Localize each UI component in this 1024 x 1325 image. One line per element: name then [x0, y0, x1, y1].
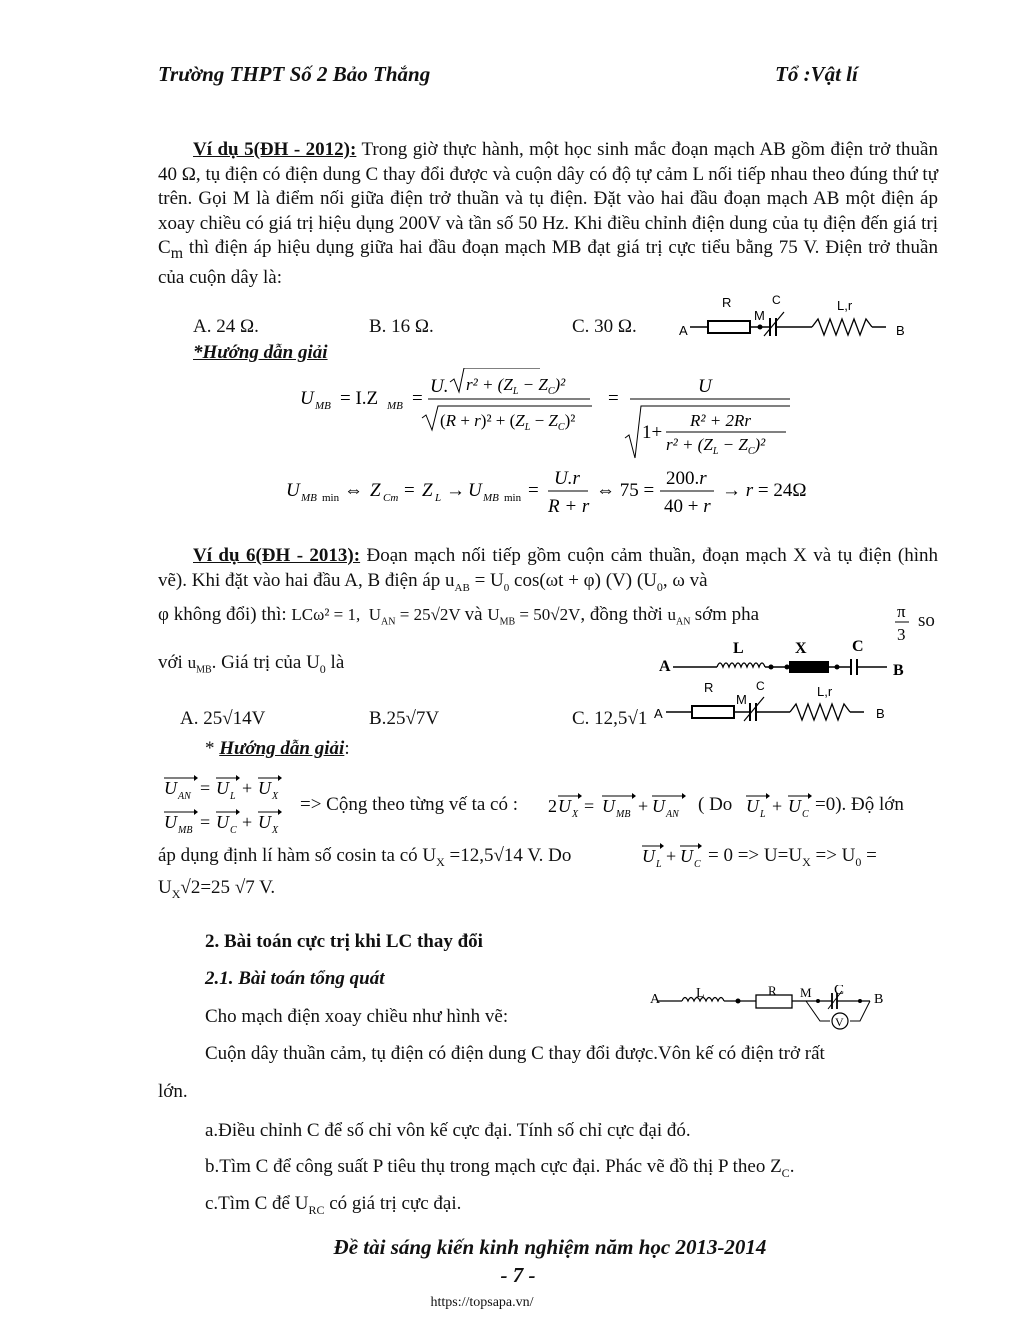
svg-text:MB: MB: [387, 400, 403, 412]
svg-text:A: A: [659, 658, 671, 675]
svg-text:=: =: [200, 812, 211, 832]
svg-text:AN: AN: [178, 791, 191, 802]
svg-text:U.: U.: [430, 376, 449, 397]
circuit-diagram-ex6: [655, 637, 915, 679]
svg-text:L: L: [696, 986, 705, 1001]
section-2-p2: Cuộn dây thuần cảm, tụ điện có điện dung C thay đổi được.Vôn kế có điện trở rất: [205, 1043, 825, 1064]
svg-text:U: U: [164, 812, 177, 832]
vector-sum-ul-uc: [742, 786, 818, 822]
example-6-text: Ví dụ 6(ĐH - 2013): Đoạn mạch nối tiếp gồm cuộn cảm thuần, đoạn mạch X và tụ điện (hình vẽ). Khi đặt vào hai đầu A, B điện áp $u_{AB} = U_0$ cos(ωt + φ) (V) ($U_0$, ω và: [158, 545, 939, 594]
svg-text:r² + (ZL − ZC)²: $r^2 + (Z_L - Z_C)^2$: [466, 375, 566, 397]
footer-title: Đề tài sáng kiến kinh nghiệm năm học 2013-2014: [333, 1235, 767, 1259]
resistor-r: [708, 321, 750, 333]
example-6-line3: với $u_{MB}$. Giá trị của $U_0$ là: [158, 652, 345, 676]
svg-text:r² + (ZL − ZC)²: $r^2 + (Z_L - Z_C)^2$: [666, 435, 766, 457]
footer-url[interactable]: https://topsapa.vn/: [430, 1295, 534, 1310]
svg-text:1+: 1+: [642, 422, 663, 443]
svg-text:MB: MB: [616, 809, 631, 820]
svg-text:=: =: [584, 796, 595, 816]
svg-text:L,r: L,r: [837, 298, 853, 313]
example-5-text: Ví dụ 5(ĐH - 2012): Trong giờ thực hành, một học sinh mắc đoạn mạch AB gồm điện trở thuần 40 Ω, tụ điện có điện dung C thay đổi được và cuộn dây có độ tự cảm L nối tiếp nhau theo đúng thứ tự trên. Gọi M là điểm nối giữa điện trở thuần và tụ điện. Đặt vào hai đầu đoạn mạch AB một điện áp xoay chiều có giá trị hiệu dụng 200V và tần số 50 Hz. Khi điều chỉnh điện dung của tụ điện đến giá trị $C_m$ thì điện áp hiệu dụng giữa hai đầu đoạn mạch MB đạt giá trị cực tiểu bằng 75 V. Điện trở thuần của cuộn dây là:: [158, 139, 938, 289]
svg-text:C: C: [802, 809, 809, 820]
svg-text:Z: Z: [370, 480, 381, 501]
svg-text:U: U: [642, 846, 655, 866]
svg-text:+: +: [666, 846, 677, 866]
svg-text:R² + 2Rr: R² + 2Rr: [690, 411, 751, 430]
svg-text:R: R: [768, 985, 777, 998]
inductor-l: [717, 663, 765, 667]
svg-text:X: X: [272, 791, 279, 802]
svg-text:U: U: [300, 388, 314, 409]
svg-text:⇔: ⇔: [344, 480, 363, 501]
svg-text:L,r: L,r: [817, 684, 833, 699]
formula-umb-min: [286, 464, 826, 522]
svg-text:C: C: [694, 859, 701, 870]
vector-equations: [160, 772, 300, 838]
header-school: Trường THPT Số 2 Bảo Thắng: [158, 62, 431, 86]
svg-text:π: π: [897, 602, 906, 621]
element-x: [789, 661, 829, 673]
svg-text:L: L: [435, 492, 442, 504]
svg-text:Cm: Cm: [383, 492, 399, 504]
section-2-title: 2. Bài toán cực trị khi LC thay đổi: [205, 931, 483, 952]
svg-text:U: U: [258, 812, 271, 832]
svg-text:min: min: [322, 492, 340, 504]
svg-text:C: C: [230, 825, 237, 836]
svg-text:200.r: 200.r: [666, 468, 707, 489]
ex5-guide-title: *Hướng dẫn giải: [193, 342, 328, 363]
vector-sum-ul-uc-2: [638, 838, 710, 872]
svg-text:+: +: [242, 812, 253, 832]
svg-text:3: 3: [897, 625, 906, 644]
svg-text:C: C: [834, 985, 845, 998]
svg-text:R + r: R + r: [548, 496, 590, 517]
svg-text:U: U: [680, 846, 693, 866]
svg-text:U: U: [602, 796, 615, 816]
section-2-1-title: 2.1. Bài toán tổng quát: [205, 968, 385, 989]
ex5-option-a: A. 24 Ω.: [193, 316, 259, 337]
svg-text:(R + r)² + (ZL − ZC)²: $(R + r)^2 + (Z_L - Z_C)^2$: [440, 411, 576, 433]
svg-text:U: U: [286, 480, 300, 501]
svg-text:+: +: [772, 796, 783, 816]
svg-text:= I.Z: = I.Z: [340, 388, 379, 409]
ex6-option-a: A. 25√14V: [180, 708, 266, 729]
svg-text:M: M: [754, 308, 765, 323]
svg-text:⇔ 75 =: ⇔ 75 =: [596, 480, 655, 501]
svg-text:AN: AN: [666, 809, 679, 820]
question-c: c.Tìm C để $U_{RC}$ có giá trị cực đại.: [205, 1193, 462, 1217]
svg-text:U: U: [216, 778, 229, 798]
circuit-diagram-ex5: [672, 292, 912, 342]
svg-text:A: A: [654, 706, 663, 721]
svg-text:→ r = 24Ω: → r = 24Ω: [722, 480, 807, 501]
svg-text:U: U: [258, 778, 271, 798]
section-2-p1: Cho mạch điện xoay chiều như hình vẽ:: [205, 1006, 509, 1027]
svg-text:min: min: [504, 492, 522, 504]
svg-text:40 + r: 40 + r: [664, 496, 711, 517]
svg-text:B: B: [876, 706, 885, 721]
svg-text:MB: MB: [483, 492, 499, 504]
question-b: b.Tìm C để công suất P tiêu thụ trong mạch cực đại. Phác vẽ đồ thị P theo $Z_C$.: [205, 1156, 795, 1180]
svg-text:L: L: [656, 859, 662, 870]
svg-text:A: A: [679, 323, 688, 338]
svg-text:R: R: [722, 295, 732, 310]
svg-text:=: =: [404, 480, 415, 501]
svg-text:X: X: [795, 640, 807, 657]
svg-text:U: U: [558, 796, 571, 816]
svg-text:+: +: [638, 796, 649, 816]
page-number: - 7 -: [500, 1263, 536, 1287]
ex6-option-b: B.25√7V: [369, 708, 440, 729]
svg-text:C: C: [852, 638, 864, 655]
svg-text:U: U: [164, 778, 177, 798]
circuit-diagram-section2: [648, 985, 888, 1031]
svg-text:M: M: [800, 985, 812, 1000]
example-6-label: Ví dụ 6(ĐH - 2013):: [193, 545, 361, 566]
svg-text:V: V: [835, 1015, 844, 1029]
svg-text:U: U: [216, 812, 229, 832]
ex6-cosine-line: áp dụng định lí hàm số cosin ta có $U_X =12,5√14$ V. Do: [158, 845, 572, 869]
svg-text:A: A: [650, 992, 661, 1007]
svg-text:Z: Z: [422, 480, 433, 501]
svg-text:→: →: [446, 480, 465, 501]
svg-text:M: M: [736, 692, 747, 707]
ex6-guide-title: * Hướng dẫn giải:: [205, 738, 350, 759]
svg-text:B: B: [893, 662, 904, 679]
svg-text:MB: MB: [178, 825, 193, 836]
ex6-final-line: $U_X√2=25$ √7 V.: [158, 877, 276, 901]
svg-text:C: C: [772, 293, 781, 307]
svg-text:=: =: [200, 778, 211, 798]
ex5-option-b: B. 16 Ω.: [369, 316, 434, 337]
coil-lr: [812, 319, 872, 335]
example-6-line2: φ không đổi) thì: LCω² = 1, $U_{AN} = 25√2V$ và $U_{MB} = 50√2V$, đồng thời $u_{AN}$ sớm pha: [158, 604, 760, 628]
svg-text:L: L: [230, 791, 236, 802]
svg-text:U: U: [652, 796, 665, 816]
svg-text:=: =: [608, 388, 619, 409]
example-5-label: Ví dụ 5(ĐH - 2012):: [193, 139, 357, 160]
svg-text:MB: MB: [301, 492, 317, 504]
svg-text:B: B: [896, 323, 905, 338]
svg-text:MB: MB: [315, 400, 331, 412]
svg-text:X: X: [572, 809, 579, 820]
svg-text:L: L: [760, 809, 766, 820]
svg-text:L: L: [733, 640, 744, 657]
ex5-option-c: C. 30 Ω.: [572, 316, 637, 337]
svg-text:B: B: [874, 992, 884, 1007]
header-department: Tổ :Vật lí: [775, 62, 858, 86]
ex6-option-c: C. 12,5√1: [572, 708, 648, 729]
formula-umb: [290, 368, 810, 466]
svg-text:R: R: [704, 680, 714, 695]
svg-text:U: U: [746, 796, 759, 816]
svg-text:=: =: [528, 480, 539, 501]
circuit-diagram-ex6-overlay: [652, 680, 892, 726]
svg-text:X: X: [272, 825, 279, 836]
svg-text:+: +: [242, 778, 253, 798]
svg-text:C: C: [756, 680, 765, 693]
vector-sum-ux: [544, 786, 694, 822]
svg-text:U.r: U.r: [554, 468, 580, 489]
svg-text:2: 2: [548, 796, 557, 816]
svg-text:U: U: [698, 376, 712, 397]
svg-text:U: U: [788, 796, 801, 816]
question-a: a.Điều chỉnh C để số chỉ vôn kế cực đại. Tính số chỉ cực đại đó.: [205, 1120, 691, 1141]
svg-text:=: =: [412, 388, 423, 409]
svg-text:U: U: [468, 480, 482, 501]
